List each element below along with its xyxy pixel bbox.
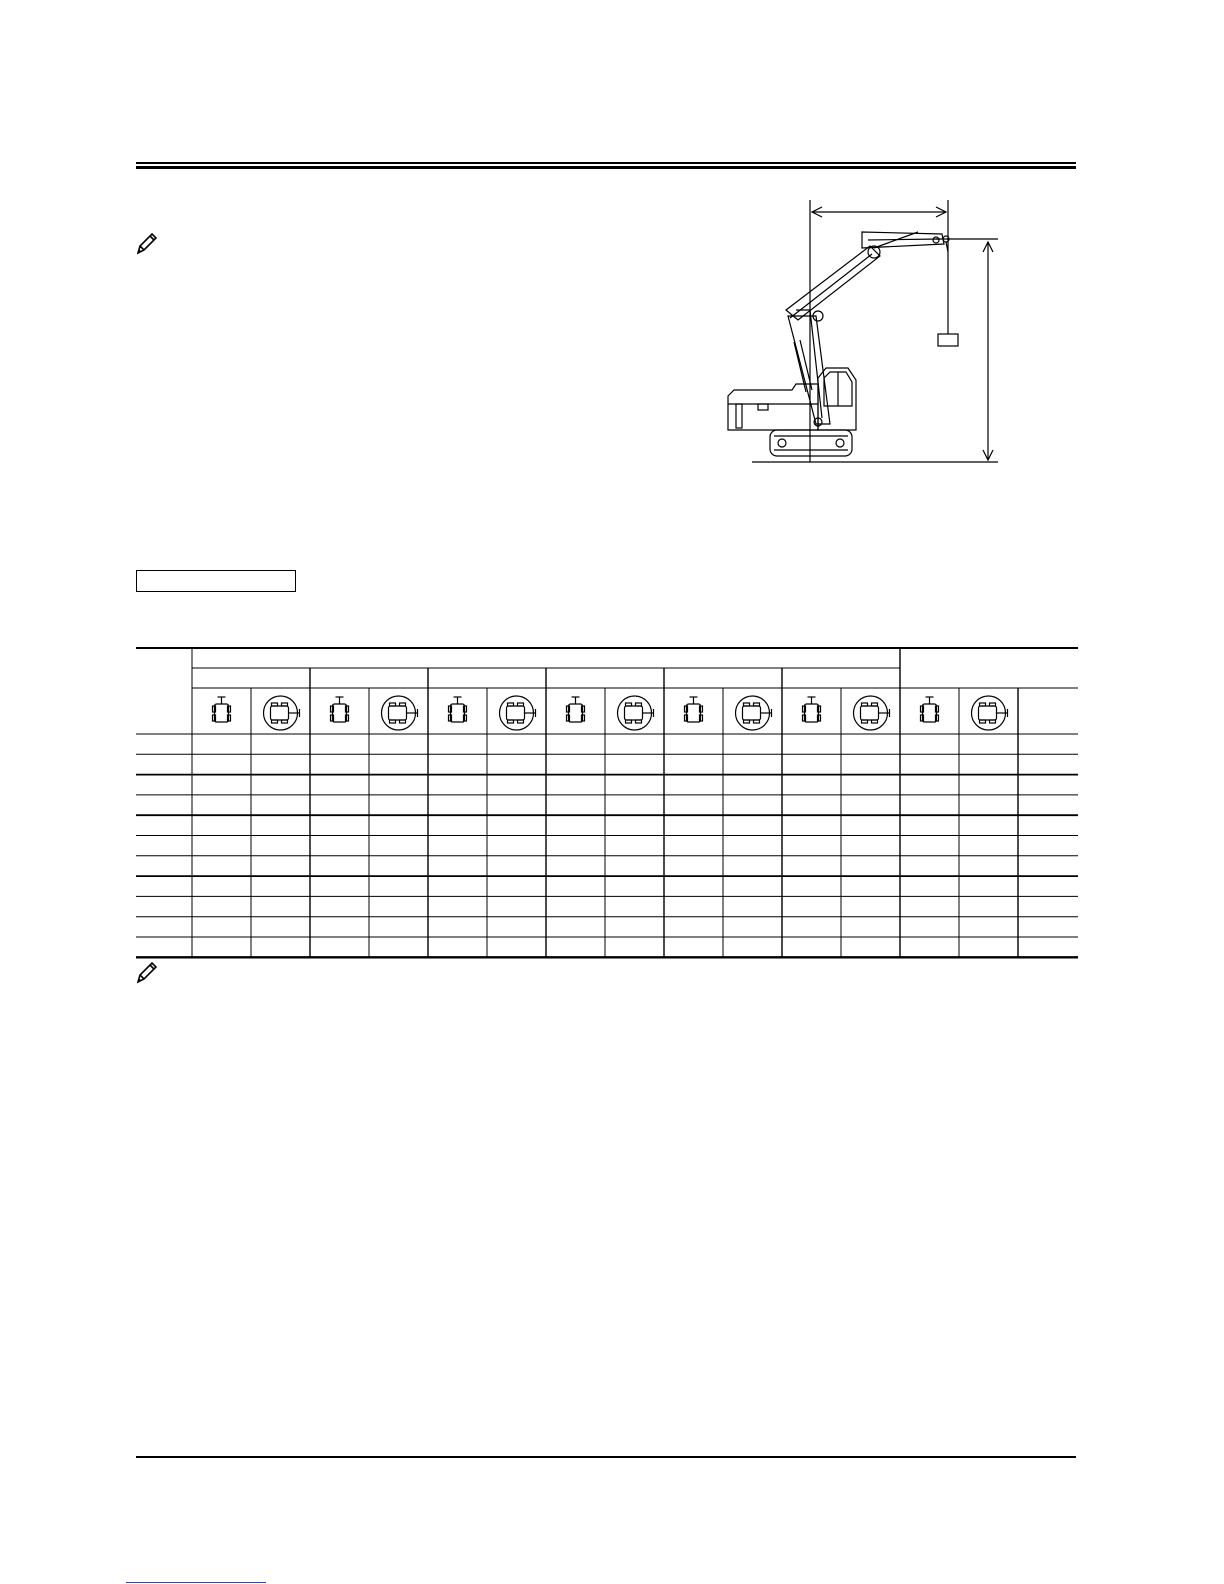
over-front-capacity-icon bbox=[213, 697, 231, 722]
over-front-capacity-icon bbox=[921, 697, 939, 722]
over-side-360-capacity-icon bbox=[618, 696, 654, 730]
over-front-capacity-icon bbox=[685, 697, 703, 722]
lift-capacity-table bbox=[134, 644, 1080, 960]
over-side-360-capacity-icon bbox=[972, 696, 1008, 730]
over-side-360-capacity-icon bbox=[500, 696, 536, 730]
section-label-box bbox=[136, 570, 296, 592]
over-front-capacity-icon bbox=[449, 697, 467, 722]
over-side-360-capacity-icon bbox=[854, 696, 890, 730]
over-side-360-capacity-icon bbox=[736, 696, 772, 730]
pencil-note-icon bbox=[136, 960, 158, 984]
over-front-capacity-icon bbox=[331, 697, 349, 722]
over-side-360-capacity-icon bbox=[382, 696, 418, 730]
pencil-note-icon bbox=[136, 231, 158, 255]
header-rule-thick bbox=[136, 166, 1076, 169]
header-rule-thin bbox=[136, 162, 1076, 164]
excavator-diagram bbox=[722, 192, 1012, 474]
footer-link-underline[interactable] bbox=[126, 1582, 266, 1583]
over-front-capacity-icon bbox=[803, 697, 821, 722]
footer-rule bbox=[136, 1456, 1076, 1458]
over-front-capacity-icon bbox=[567, 697, 585, 722]
over-side-360-capacity-icon bbox=[264, 696, 300, 730]
